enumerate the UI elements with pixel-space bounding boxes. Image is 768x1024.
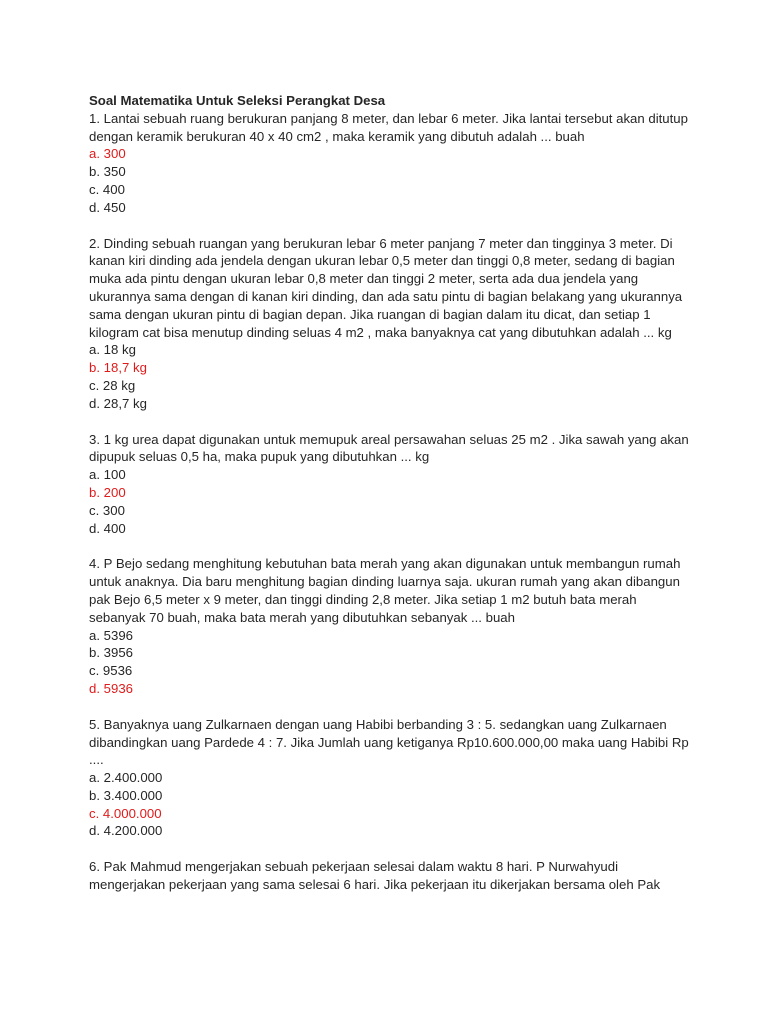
answer-option: a. 5396 xyxy=(89,627,133,643)
answer-option-correct: c. 4.000.000 xyxy=(89,805,162,821)
question-text: 4. P Bejo sedang menghitung kebutuhan bata merah yang akan digunakan untuk membangun rumah untuk anaknya. Dia baru menghitung bagian dinding luarnya saja. ukuran rumah yang akan dibangun pak Bejo 6,5 meter x 9 meter, dan tinggi dinding 2,8 meter. Jika setiap 1 m2 butuh bata merah sebanyak 70 buah, maka bata merah yang dibutuhkan sebanyak ... buah xyxy=(89,556,681,625)
answer-option: d. 400 xyxy=(89,520,126,536)
question-text: 6. Pak Mahmud mengerjakan sebuah pekerjaan selesai dalam waktu 8 hari. P Nurwahyudi mengerjakan pekerjaan yang sama selesai 6 hari. Jika pekerjaan itu dikerjakan bersama oleh Pak xyxy=(89,859,661,893)
answer-option: a. 100 xyxy=(89,467,126,483)
question-text: 2. Dinding sebuah ruangan yang berukuran lebar 6 meter panjang 7 meter dan tingginya 3 meter. Di kanan kiri dinding ada jendela dengan ukuran lebar 0,5 meter dan tinggi 0,8 meter, sedang di bagian muka ada pintu dengan ukuran lebar 0,8 meter dan tinggi 2 meter, serta ada dua jendela yang ukurannya sama dengan di kanan kiri dinding, dan ada satu pintu di bagian belakang yang ukurannya sama dengan ukuran pintu di bagian depan. Jika ruangan di bagian dalam itu dicat, dan setiap 1 kilogram cat bisa menutup dinding seluas 4 m2 , maka banyaknya cat yang dibutuhkan adalah ... kg xyxy=(89,235,683,340)
question-6 xyxy=(89,858,689,894)
question-3 xyxy=(89,431,689,538)
document-title: Soal Matematika Untuk Seleksi Perangkat Desa xyxy=(89,93,386,108)
question-2 xyxy=(89,235,689,413)
answer-option: d. 450 xyxy=(89,199,126,215)
answer-option: a. 2.400.000 xyxy=(89,770,163,786)
question-list xyxy=(89,110,689,894)
answer-option: b. 3.400.000 xyxy=(89,787,163,803)
document-page xyxy=(89,92,689,912)
answer-option: b. 3956 xyxy=(89,645,133,661)
answer-option-correct: b. 200 xyxy=(89,484,126,500)
answer-option: d. 4.200.000 xyxy=(89,823,163,839)
answer-option: c. 28 kg xyxy=(89,377,136,393)
answer-option-correct: d. 5936 xyxy=(89,680,133,696)
question-4 xyxy=(89,555,689,697)
question-text: 1. Lantai sebuah ruang berukuran panjang 8 meter, dan lebar 6 meter. Jika lantai tersebut akan ditutup dengan keramik berukuran 40 x 40 cm2 , maka keramik yang dibutuh adalah ... buah xyxy=(89,110,688,144)
answer-option: c. 300 xyxy=(89,502,125,518)
question-text: 5. Banyaknya uang Zulkarnaen dengan uang Habibi berbanding 3 : 5. sedangkan uang Zulkarnaen dibandingkan uang Pardede 4 : 7. Jika Jumlah uang ketiganya Rp10.600.000,00 maka uang Habibi Rp .... xyxy=(89,716,689,768)
answer-option: c. 9536 xyxy=(89,663,133,679)
answer-option: c. 400 xyxy=(89,181,125,197)
question-1 xyxy=(89,110,689,217)
question-5 xyxy=(89,716,689,841)
answer-option-correct: b. 18,7 kg xyxy=(89,360,147,376)
answer-option: a. 18 kg xyxy=(89,342,136,358)
answer-option: d. 28,7 kg xyxy=(89,395,147,411)
question-text: 3. 1 kg urea dapat digunakan untuk memupuk areal persawahan seluas 25 m2 . Jika sawah yang akan dipupuk seluas 0,5 ha, maka pupuk yang dibutuhkan ... kg xyxy=(89,431,689,465)
answer-option-correct: a. 300 xyxy=(89,146,126,162)
answer-option: b. 350 xyxy=(89,164,126,180)
